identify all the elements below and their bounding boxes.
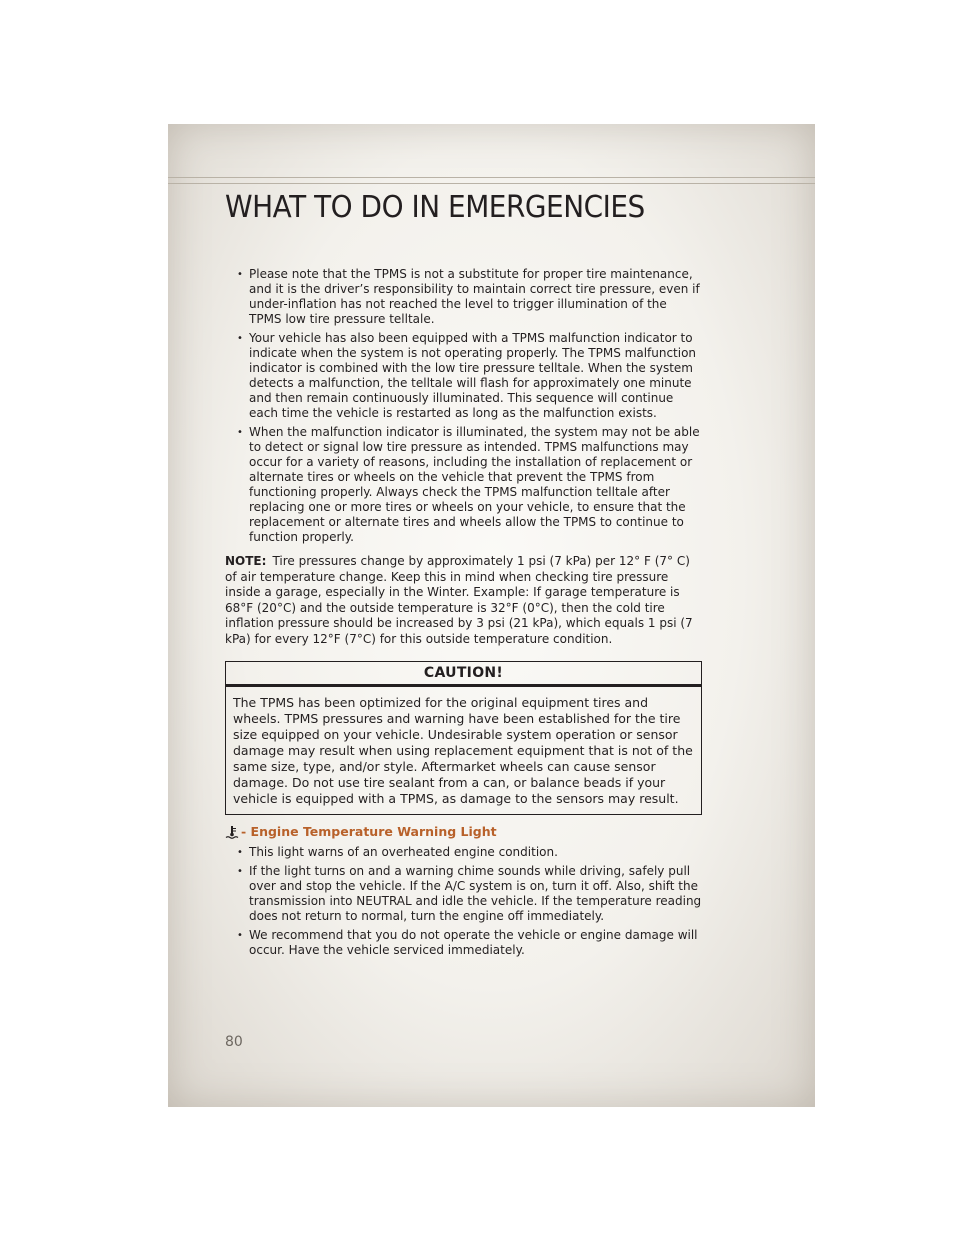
note-label: NOTE: (225, 554, 267, 568)
caution-box (225, 661, 702, 815)
page-title: WHAT TO DO IN EMERGENCIES (225, 190, 645, 225)
engine-temperature-icon (225, 825, 239, 839)
list-item: • This light warns of an overheated engine condition. (249, 845, 702, 860)
manual-page (168, 124, 815, 1107)
page-number: 80 (225, 1034, 243, 1050)
list-item: • When the malfunction indicator is illuminated, the system may not be able to detect or signal low tire pressure as intended. TPMS malfunctions may occur for a variety of reasons, including the installation of replacement or alternate tires or wheels on the vehicle that prevent the TPMS from functioning properly. Always check the TPMS malfunction telltale after replacing one or more tires or wheels on your vehicle, to ensure that the replacement or alternate tires and wheels allow the TPMS to continue to function properly. (249, 425, 702, 545)
tpms-bullet-list (225, 267, 702, 545)
header-rule-top (168, 177, 815, 178)
header-rule-bottom (168, 183, 815, 184)
note-paragraph (225, 554, 702, 647)
list-item: • If the light turns on and a warning chime sounds while driving, safely pull over and stop the vehicle. If the A/C system is on, turn it off. Also, shift the transmission into NEUTRAL and idle the vehicle. If the temperature reading does not return to normal, turn the engine off immediately. (249, 864, 702, 924)
caution-body: The TPMS has been optimized for the original equipment tires and wheels. TPMS pressures and warning have been established for the tire size equipped on your vehicle. Undesirable system operation or sensor damage may result when using replacement equipment that is not of the same size, type, and/or style. Aftermarket wheels can cause sensor damage. Do not use tire sealant from a can, or balance beads if your vehicle is equipped with a TPMS, as damage to the sensors may result. (233, 695, 693, 806)
engine-temp-heading-text: - Engine Temperature Warning Light (241, 824, 497, 839)
list-item: • We recommend that you do not operate the vehicle or engine damage will occur. Have the vehicle serviced immediately. (249, 928, 702, 958)
list-item: • Your vehicle has also been equipped with a TPMS malfunction indicator to indicate when the system is not operating properly. The TPMS malfunction indicator is combined with the low tire pressure telltale. When the system detects a malfunction, the telltale will flash for approximately one minute and then remain continuously illuminated. This sequence will continue each time the vehicle is restarted as long as the malfunction exists. (249, 331, 702, 421)
engine-temp-bullet-list (225, 845, 702, 958)
list-item: • Please note that the TPMS is not a substitute for proper tire maintenance, and it is the driver’s responsibility to maintain correct tire pressure, even if under-inflation has not reached the level to trigger illumination of the TPMS low tire pressure telltale. (249, 267, 702, 327)
page-content (225, 267, 702, 962)
caution-heading: CAUTION! (226, 662, 701, 687)
engine-temp-heading (225, 824, 702, 840)
note-text: Tire pressures change by approximately 1 psi (7 kPa) per 12° F (7° C) of air temperature change. Keep this in mind when checking tire pressure inside a garage, especially in the Winter. Example: If garage temperature is 68°F (20°C) and the outside temperature is 32°F (0°C), then the cold tire inflation pressure should be increased by 3 psi (21 kPa), which equals 1 psi (7 kPa) for every 12°F (7°C) for this outside temperature condition. (225, 554, 693, 646)
